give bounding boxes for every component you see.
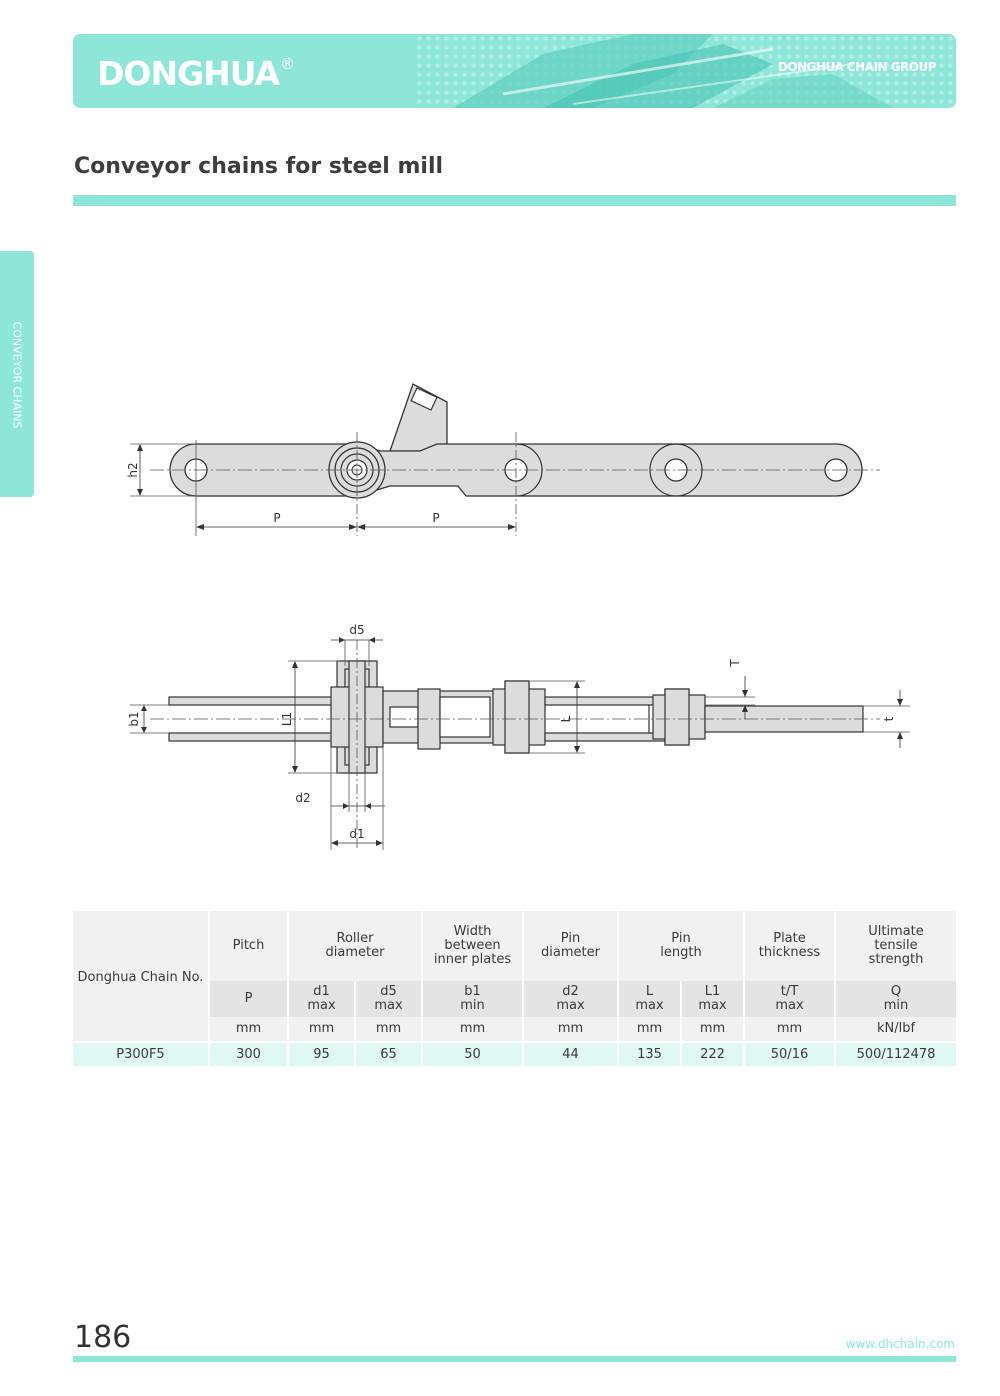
dim-label-L1: L1 [280,711,294,727]
symbol-cell: L max [618,981,681,1017]
unit-cell: kN/lbf [835,1017,956,1042]
unit-cell-empty [73,1017,209,1042]
group-name: DONGHUA CHAIN GROUP [777,60,936,74]
data-cell: 95 [288,1042,355,1066]
page-number: 186 [74,1320,132,1355]
dim-label-t: t [882,716,896,722]
data-cell: 500/112478 [835,1042,956,1066]
table-unit-row [73,1017,956,1042]
brand-logo: DONGHUA® [97,54,295,93]
data-cell: 65 [355,1042,422,1066]
dim-label-L: L [559,715,573,723]
unit-cell: mm [288,1017,355,1042]
symbol-cell: d5 max [355,981,422,1017]
unit-cell: mm [618,1017,681,1042]
unit-cell: mm [744,1017,835,1042]
header-pin-diameter: Pin diameter [523,911,618,981]
header-tensile-strength: Ultimate tensile strength [835,911,956,981]
unit-cell: mm [681,1017,744,1042]
header-chain-no: Donghua Chain No. [73,911,209,1017]
symbol-cell: Q min [835,981,956,1017]
dim-label-T: T [728,659,742,667]
data-cell: 44 [523,1042,618,1066]
dim-label-pitch-1: P [273,511,281,525]
data-cell: 222 [681,1042,744,1066]
header-pin-length: Pin length [618,911,744,981]
data-cell-chain-no: P300F5 [73,1042,209,1066]
unit-cell: mm [523,1017,618,1042]
symbol-cell: t/T max [744,981,835,1017]
symbol-cell: d1 max [288,981,355,1017]
header-roller-diameter: Roller diameter [288,911,422,981]
unit-cell: mm [422,1017,523,1042]
page-title: Conveyor chains for steel mill [74,154,444,179]
symbol-cell: b1 min [422,981,523,1017]
dim-label-d2: d2 [295,791,311,805]
dim-label-d5: d5 [349,623,365,637]
unit-cell: mm [355,1017,422,1042]
data-cell: 50 [422,1042,523,1066]
unit-cell: mm [209,1017,288,1042]
table-header-row [73,911,956,981]
chain-side-view [126,384,880,536]
header-pitch: Pitch [209,911,288,981]
symbol-cell: d2 max [523,981,618,1017]
symbol-cell: P [209,981,288,1017]
data-cell: 300 [209,1042,288,1066]
data-cell: 135 [618,1042,681,1066]
data-cell: 50/16 [744,1042,835,1066]
specification-table [73,911,956,1066]
dim-label-h2: h2 [126,462,140,478]
symbol-cell: L1 max [681,981,744,1017]
footer-rule [73,1356,956,1362]
section-side-tab-label: CONVEYOR CHAINS [10,321,24,429]
dim-label-b1: b1 [127,711,141,727]
table-row [73,1042,956,1066]
dim-label-pitch-2: P [432,511,440,525]
chain-plan-view [127,623,910,850]
website-link[interactable]: www.dhchain.com [845,1337,955,1351]
dim-label-d1: d1 [349,827,365,841]
header-plate-thickness: Plate thickness [744,911,835,981]
header-width-inner-plates: Width between inner plates [422,911,523,981]
